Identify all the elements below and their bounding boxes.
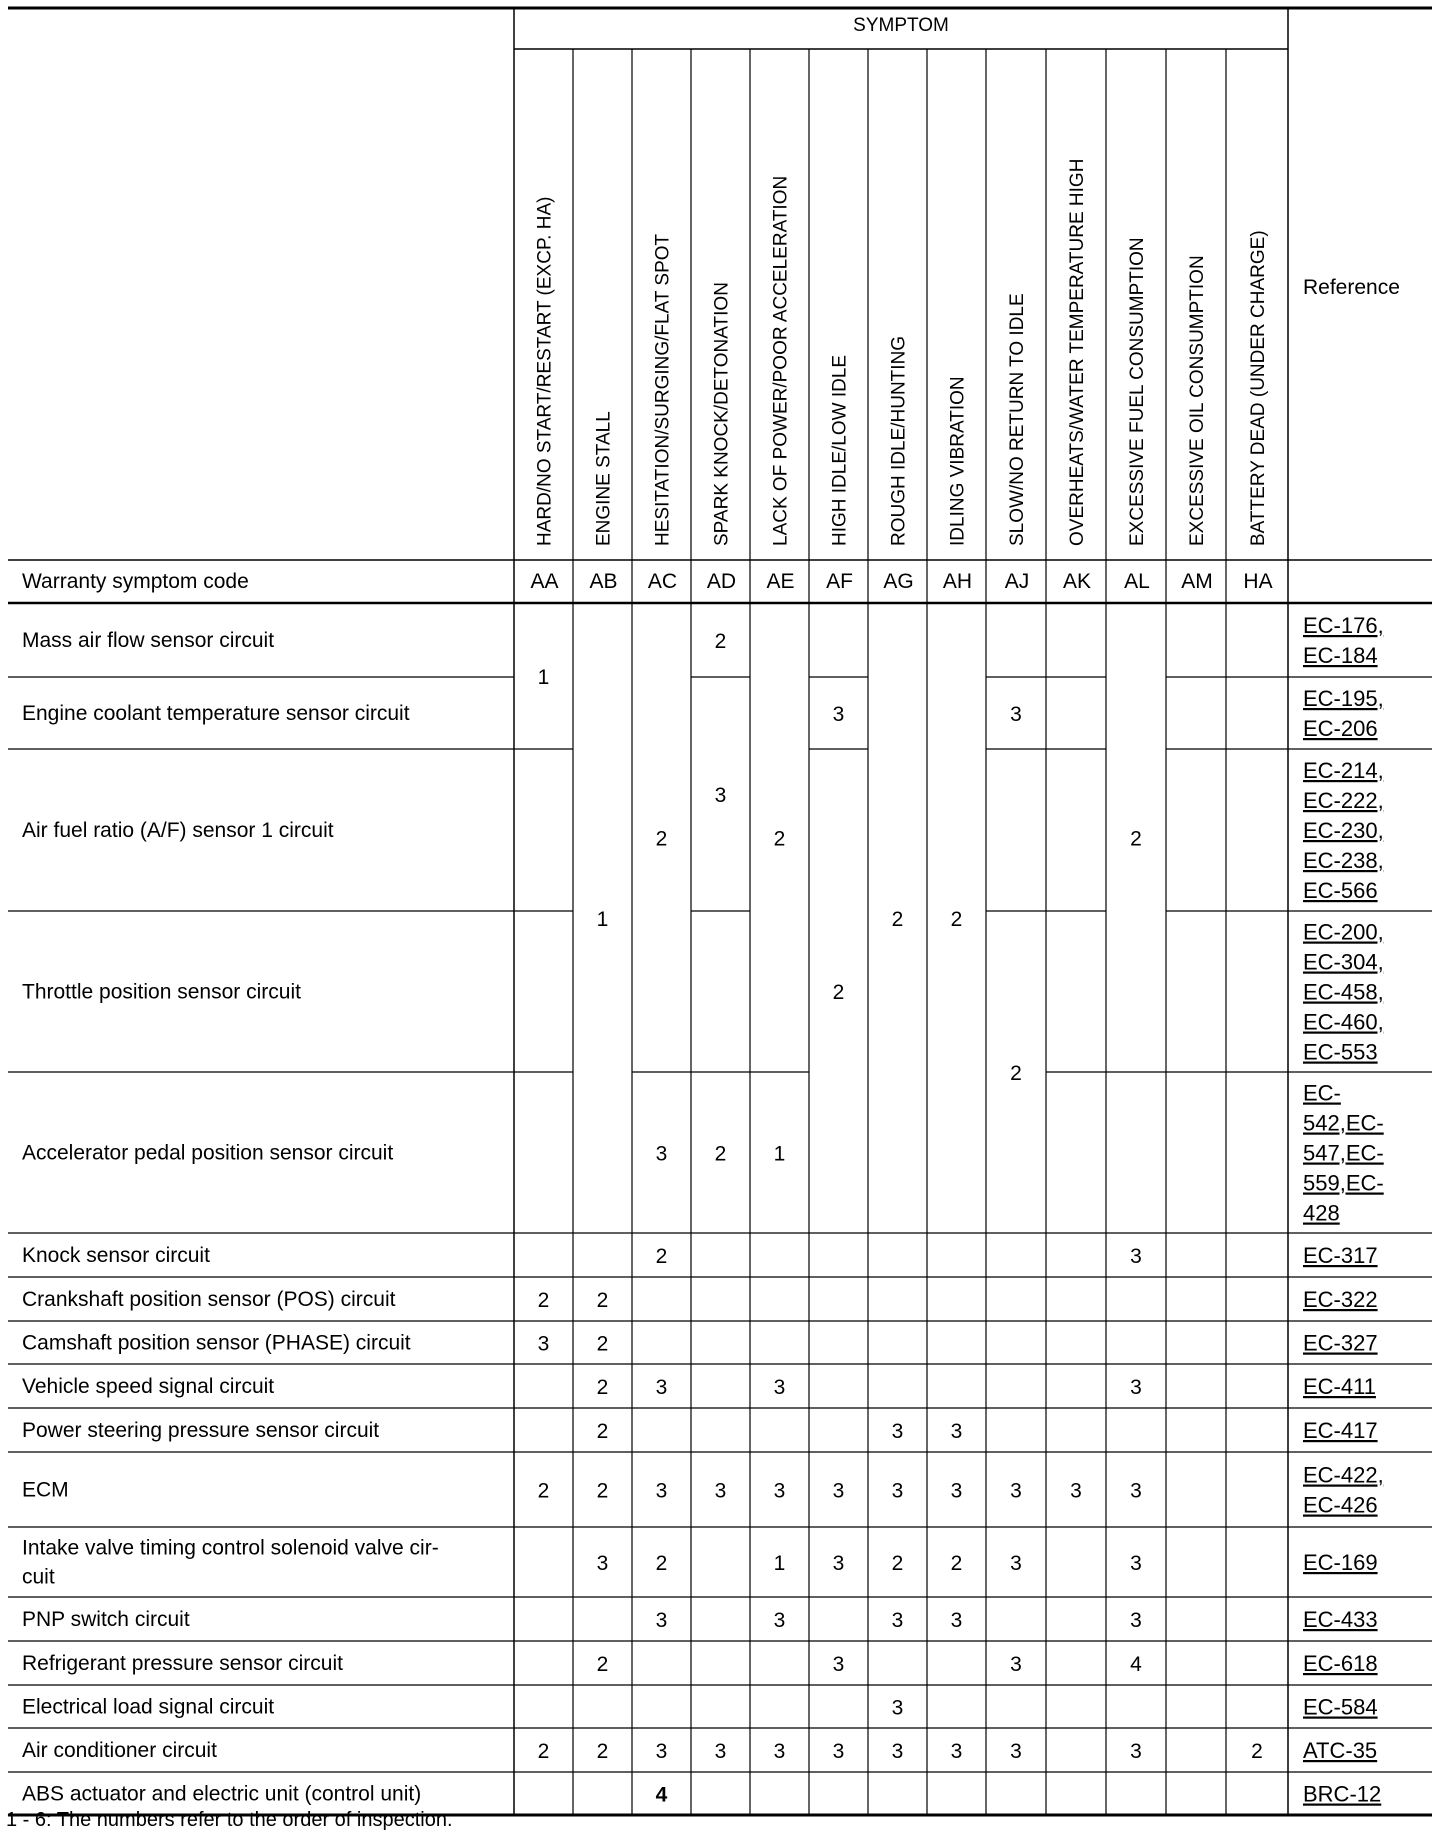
inspection-order-value: 3 — [655, 1609, 668, 1632]
inspection-order-value: 2 — [537, 1289, 550, 1312]
inspection-order-value: 3 — [1130, 1376, 1142, 1399]
inspection-order-value: 3 — [1010, 703, 1022, 726]
inspection-order-value: 2 — [1130, 827, 1142, 851]
inspection-order-value: 2 — [832, 981, 845, 1004]
inspection-order-value: 3 — [950, 1609, 963, 1632]
inspection-order-value: 2 — [1251, 1740, 1263, 1763]
reference-link[interactable]: EC- — [1303, 1080, 1341, 1106]
inspection-order-value: 2 — [655, 1552, 668, 1575]
symptom-column-name: EXCESSIVE FUEL CONSUMPTION — [1127, 237, 1148, 546]
warranty-code: AD — [706, 570, 737, 593]
inspection-order-value: 3 — [1130, 1552, 1142, 1575]
row-label: Camshaft position sensor (PHASE) circuit — [22, 1331, 411, 1355]
inspection-order-value: 3 — [832, 1653, 845, 1676]
row-label: Air fuel ratio (A/F) sensor 1 circuit — [22, 819, 334, 842]
warranty-code: AF — [826, 570, 853, 593]
inspection-order-value: 3 — [714, 784, 727, 807]
symptom-column-name: OVERHEATS/WATER TEMPERATURE HIGH — [1067, 158, 1088, 546]
inspection-order-value: 3 — [655, 1740, 668, 1763]
symptom-column-name: HESITATION/SURGING/FLAT SPOT — [652, 233, 674, 546]
warranty-code: AC — [647, 570, 678, 593]
symptom-column-name: BATTERY DEAD (UNDER CHARGE) — [1248, 230, 1269, 546]
inspection-order-value: 3 — [950, 1740, 963, 1763]
warranty-code: AG — [883, 570, 914, 593]
symptom-column-name: LACK OF POWER/POOR ACCELERATION — [770, 175, 792, 546]
row-label: ABS actuator and electric unit (control unit) — [22, 1782, 422, 1806]
inspection-order-value: 3 — [891, 1479, 904, 1503]
inspection-order-cells — [538, 630, 1263, 1807]
inspection-order-value: 3 — [1070, 1479, 1082, 1503]
inspection-order-value: 3 — [773, 1479, 786, 1503]
reference-link[interactable]: EC-206 — [1303, 716, 1378, 741]
inspection-order-value: 3 — [714, 1740, 727, 1763]
reference-link[interactable]: EC-176, — [1303, 613, 1384, 638]
reference-link[interactable]: EC-317 — [1303, 1243, 1378, 1268]
row-label: ECM — [22, 1478, 69, 1502]
warranty-code: AH — [942, 570, 973, 593]
symptom-column-name: IDLING VIBRATION — [947, 376, 969, 546]
reference-links — [1303, 613, 1384, 1807]
inspection-order-value: 2 — [950, 908, 963, 931]
inspection-order-value: 3 — [714, 1479, 727, 1503]
reference-link[interactable]: 542,EC- — [1303, 1110, 1384, 1136]
reference-link[interactable]: EC-553 — [1303, 1039, 1378, 1065]
inspection-order-value: 3 — [832, 703, 845, 726]
warranty-code: HA — [1243, 570, 1273, 593]
reference-link[interactable]: ATC-35 — [1303, 1738, 1378, 1763]
inspection-order-value: 3 — [832, 1740, 845, 1763]
inspection-order-value: 2 — [655, 827, 668, 851]
inspection-order-value: 2 — [596, 1653, 609, 1676]
reference-link[interactable]: EC-422, — [1303, 1462, 1384, 1488]
reference-link[interactable]: 547,EC- — [1303, 1140, 1384, 1166]
reference-link[interactable]: EC-169 — [1303, 1550, 1378, 1575]
inspection-order-value: 3 — [773, 1740, 786, 1763]
inspection-order-value: 2 — [537, 1740, 550, 1763]
row-label: Throttle position sensor circuit — [22, 980, 301, 1004]
row-label: cuit — [22, 1565, 55, 1589]
warranty-code: AK — [1062, 570, 1092, 593]
inspection-order-value: 3 — [1010, 1740, 1022, 1763]
reference-link[interactable]: EC-460, — [1303, 1009, 1384, 1035]
reference-link[interactable]: EC-566 — [1303, 878, 1378, 903]
inspection-order-value: 3 — [891, 1420, 904, 1443]
inspection-order-value: 3 — [950, 1420, 963, 1443]
reference-link[interactable]: EC-458, — [1303, 979, 1384, 1005]
inspection-order-value: 2 — [596, 1332, 609, 1356]
inspection-order-value: 2 — [1010, 1062, 1022, 1085]
inspection-order-value: 3 — [832, 1479, 845, 1503]
reference-link[interactable]: EC-426 — [1303, 1492, 1378, 1518]
inspection-order-value: 3 — [891, 1740, 904, 1763]
inspection-order-value: 1 — [773, 1142, 786, 1166]
warranty-code: AM — [1181, 570, 1213, 593]
reference-link[interactable]: EC-322 — [1303, 1287, 1378, 1312]
warranty-symptom-code-label: Warranty symptom code — [22, 570, 249, 593]
warranty-code: AL — [1124, 570, 1150, 593]
inspection-order-value: 3 — [950, 1479, 963, 1503]
inspection-order-value: 2 — [950, 1552, 963, 1575]
inspection-order-value: 3 — [773, 1609, 786, 1632]
inspection-order-value: 2 — [596, 1376, 609, 1399]
inspection-order-value: 3 — [655, 1479, 668, 1503]
inspection-order-value: 1 — [537, 666, 550, 689]
warranty-code: AE — [766, 570, 795, 593]
reference-link[interactable]: BRC-12 — [1303, 1781, 1382, 1807]
row-label: Engine coolant temperature sensor circuit — [22, 702, 410, 725]
symptom-column-name: HIGH IDLE/LOW IDLE — [829, 354, 851, 546]
warranty-codes-row — [530, 570, 1272, 593]
footnote: 1 - 6: The numbers refer to the order of inspection. — [6, 1809, 453, 1831]
reference-link[interactable]: EC-238, — [1303, 848, 1384, 873]
reference-link[interactable]: EC-230, — [1303, 818, 1384, 843]
inspection-order-value: 2 — [537, 1479, 550, 1503]
inspection-order-value: 2 — [773, 827, 786, 851]
symptom-column-name: SPARK KNOCK/DETONATION — [711, 282, 733, 546]
inspection-order-value: 1 — [773, 1552, 786, 1575]
inspection-order-value: 2 — [714, 630, 727, 653]
symptom-column-name: ENGINE STALL — [593, 411, 615, 546]
inspection-order-value: 3 — [1010, 1653, 1022, 1676]
row-labels — [22, 629, 439, 1806]
inspection-order-value: 4 — [1130, 1653, 1142, 1676]
inspection-order-value: 2 — [714, 1142, 727, 1166]
inspection-order-value: 2 — [596, 1420, 609, 1443]
row-label: Knock sensor circuit — [22, 1244, 210, 1267]
inspection-order-value: 3 — [655, 1376, 668, 1399]
warranty-code: AA — [530, 570, 559, 593]
reference-link[interactable]: EC-200, — [1303, 919, 1384, 945]
symptom-column-name: HARD/NO START/RESTART (EXCP. HA) — [534, 196, 556, 546]
reference-link[interactable]: EC-411 — [1303, 1374, 1376, 1399]
reference-header: Reference — [1303, 276, 1400, 299]
symptom-column-name: ROUGH IDLE/HUNTING — [888, 335, 910, 546]
reference-link[interactable]: EC-222, — [1303, 788, 1384, 813]
inspection-order-value: 2 — [596, 1740, 609, 1763]
row-label: PNP switch circuit — [22, 1608, 190, 1631]
inspection-order-value: 3 — [1130, 1609, 1142, 1632]
inspection-order-value: 4 — [655, 1783, 668, 1807]
reference-link[interactable]: 428 — [1303, 1200, 1340, 1226]
inspection-order-value: 2 — [655, 1245, 668, 1268]
reference-link[interactable]: EC-417 — [1303, 1418, 1378, 1443]
reference-link[interactable]: EC-184 — [1303, 643, 1378, 668]
reference-link[interactable]: EC-618 — [1303, 1651, 1378, 1676]
reference-link[interactable]: EC-214, — [1303, 758, 1384, 783]
symptom-header: SYMPTOM — [853, 15, 949, 36]
row-label: Crankshaft position sensor (POS) circuit — [22, 1288, 396, 1311]
inspection-order-value: 3 — [1130, 1245, 1142, 1268]
row-label: Intake valve timing control solenoid valve cir- — [22, 1536, 439, 1560]
inspection-order-value: 2 — [891, 1552, 904, 1575]
symptom-column-name: EXCESSIVE OIL CONSUMPTION — [1187, 255, 1208, 546]
inspection-order-value: 2 — [596, 1289, 609, 1312]
inspection-order-value: 2 — [596, 1479, 609, 1503]
inspection-order-value: 3 — [655, 1142, 668, 1166]
inspection-order-value: 1 — [596, 908, 609, 931]
symptom-column-headers — [535, 159, 1270, 546]
reference-link[interactable]: 559,EC- — [1303, 1170, 1384, 1196]
row-label: Refrigerant pressure sensor circuit — [22, 1652, 343, 1675]
reference-link[interactable]: EC-304, — [1303, 949, 1384, 975]
row-label: Power steering pressure sensor circuit — [22, 1419, 380, 1442]
warranty-code: AJ — [1004, 570, 1030, 593]
row-label: Accelerator pedal position sensor circuit — [22, 1141, 394, 1165]
reference-link[interactable]: EC-584 — [1303, 1694, 1378, 1720]
symptom-column-name: SLOW/NO RETURN TO IDLE — [1007, 293, 1028, 546]
inspection-order-value: 3 — [1010, 1552, 1022, 1575]
inspection-order-value: 3 — [773, 1376, 786, 1399]
row-label: Air conditioner circuit — [22, 1739, 217, 1762]
row-label: Vehicle speed signal circuit — [22, 1375, 275, 1398]
inspection-order-value: 3 — [1130, 1740, 1142, 1763]
warranty-code: AB — [589, 570, 618, 593]
reference-link[interactable]: EC-433 — [1303, 1607, 1378, 1632]
row-label: Electrical load signal circuit — [22, 1695, 275, 1719]
inspection-order-value: 3 — [1010, 1479, 1022, 1503]
inspection-order-value: 3 — [537, 1332, 550, 1356]
inspection-order-value: 3 — [891, 1609, 904, 1632]
reference-link[interactable]: EC-327 — [1303, 1330, 1378, 1356]
row-label: Mass air flow sensor circuit — [22, 629, 275, 652]
inspection-order-value: 2 — [891, 908, 904, 931]
inspection-order-value: 3 — [1130, 1479, 1142, 1503]
inspection-order-value: 3 — [891, 1696, 904, 1720]
inspection-order-value: 3 — [832, 1552, 845, 1575]
reference-link[interactable]: EC-195, — [1303, 686, 1384, 711]
inspection-order-value: 3 — [596, 1552, 609, 1575]
